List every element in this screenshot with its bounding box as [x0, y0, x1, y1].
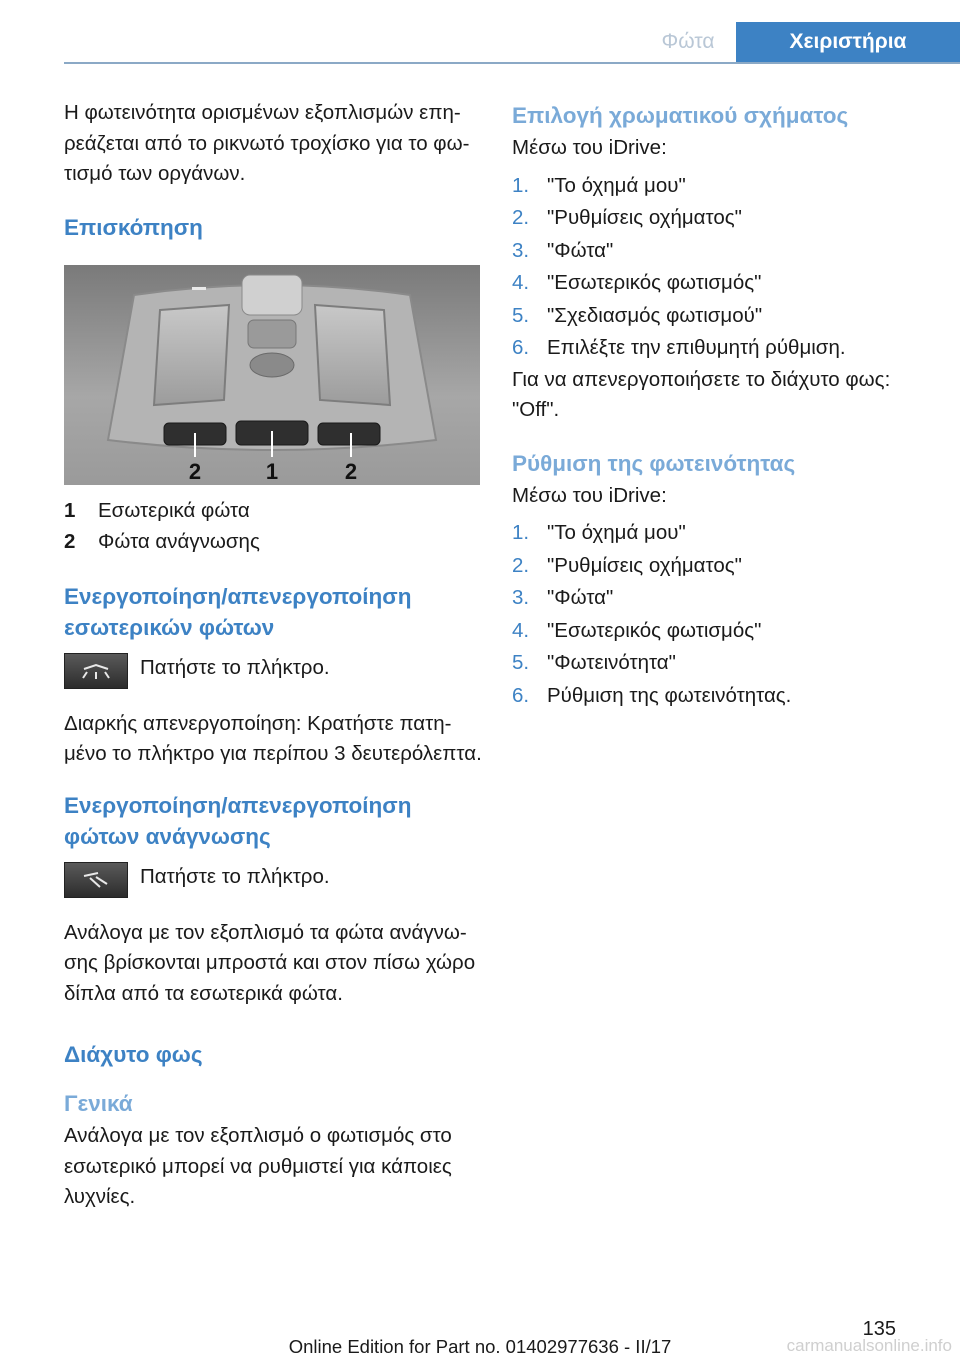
- watermark: carmanualsonline.info: [786, 1336, 952, 1355]
- list-item: 1. "Το όχημά μου": [512, 173, 686, 197]
- general-subheading: Γενικά: [64, 1091, 133, 1116]
- list-item: 3. "Φώτα": [512, 238, 614, 262]
- right-column: [512, 100, 912, 712]
- color-via-text: Μέσω του iDrive:: [512, 136, 667, 159]
- callout-interior: 1: [265, 458, 279, 484]
- interior-press-text: Πατήστε το πλήκτρο.: [140, 655, 330, 679]
- reading-button-row: [64, 862, 482, 898]
- interior-lights-illustration: [64, 265, 480, 485]
- list-item: 6. Επιλέξτε την επιθυμητή ρύθμιση.: [512, 336, 846, 359]
- figure-legend: [64, 495, 482, 557]
- overview-heading: Επισκόπηση: [64, 214, 203, 240]
- ambient-light-heading: Διάχυτο φως: [64, 1042, 203, 1067]
- list-item: 2. "Ρυθμίσεις οχήματος": [512, 553, 742, 577]
- legend-item: [64, 526, 482, 557]
- list-item: 2. "Ρυθμίσεις οχήματος": [512, 206, 742, 229]
- legend-text: Εσωτερικά φώτα: [98, 498, 250, 522]
- legend-number: 1: [64, 498, 76, 522]
- header-chapter-tab: Χειριστήρια: [736, 22, 960, 62]
- intro-paragraph: Η φωτεινότητα ορισμένων εξοπλισμών επηρεάζεται από το ρικνωτό τροχίσκο για το φωτισμό των οργάνων.: [64, 101, 470, 185]
- legend-text: Φώτα ανάγνωσης: [98, 529, 260, 553]
- legend-number: 2: [64, 529, 76, 553]
- color-scheme-heading: Επιλογή χρωματικού σχήματος: [512, 103, 849, 128]
- brightness-heading: Ρύθμιση της φωτεινότητας: [512, 450, 796, 476]
- callout-reading-left: 2: [188, 458, 202, 484]
- list-item: 5. "Σχεδιασμός φωτισμού": [512, 303, 763, 327]
- reading-lights-heading: Ενεργοποίηση/απενεργοποίηση φώτων ανάγνωσης: [64, 792, 412, 849]
- reading-press-text: Πατήστε το πλήκτρο.: [140, 864, 330, 888]
- header-divider: [64, 62, 960, 64]
- list-item: 5. "Φωτεινότητα": [512, 651, 676, 674]
- reading-note: Ανάλογα με τον εξοπλισμό τα φώτα ανάγνωσης βρίσκονται μπροστά και στον πίσω χώρο δίπλα από τα εσωτερικά φώτα.: [64, 920, 476, 1005]
- callout-reading-right: 2: [344, 458, 358, 484]
- list-item: 4. "Εσωτερικός φωτισμός": [512, 618, 762, 642]
- interior-lights-figure: [64, 265, 480, 485]
- general-paragraph: Ανάλογα με τον εξοπλισμό ο φωτισμός στο εσωτερικό μπορεί να ρυθμιστεί για κάποιες λυχνίες.: [64, 1124, 452, 1208]
- interior-lights-heading: Ενεργοποίηση/απενεργοποίηση εσωτερικών φώτων: [64, 583, 412, 640]
- color-off-note: Για να απενεργοποιήσετε το διάχυτο φως: "Off".: [512, 367, 891, 421]
- list-item: 4. "Εσωτερικός φωτισμός": [512, 271, 762, 294]
- brightness-steps-list: [512, 517, 912, 712]
- list-item: 3. "Φώτα": [512, 586, 614, 609]
- header-section-tab: Φώτα: [661, 30, 715, 53]
- list-item: 1. "Το όχημά μου": [512, 521, 686, 544]
- left-column: [64, 98, 482, 1213]
- page-number: 135: [862, 1318, 896, 1340]
- reading-light-button-icon: [64, 862, 128, 898]
- interior-button-row: [64, 653, 482, 689]
- edition-footer: Online Edition for Part no. 01402977636 - II/17: [288, 1336, 672, 1357]
- interior-note: Διαρκής απενεργοποίηση: Κρατήστε πατημένο το πλήκτρο για περίπου 3 δευτερόλεπτα.: [64, 711, 482, 765]
- brightness-via-text: Μέσω του iDrive:: [512, 483, 667, 507]
- interior-light-button-icon: [64, 653, 128, 689]
- color-steps-list: [512, 170, 912, 365]
- legend-item: [64, 495, 482, 526]
- list-item: 6. Ρύθμιση της φωτεινότητας.: [512, 683, 792, 707]
